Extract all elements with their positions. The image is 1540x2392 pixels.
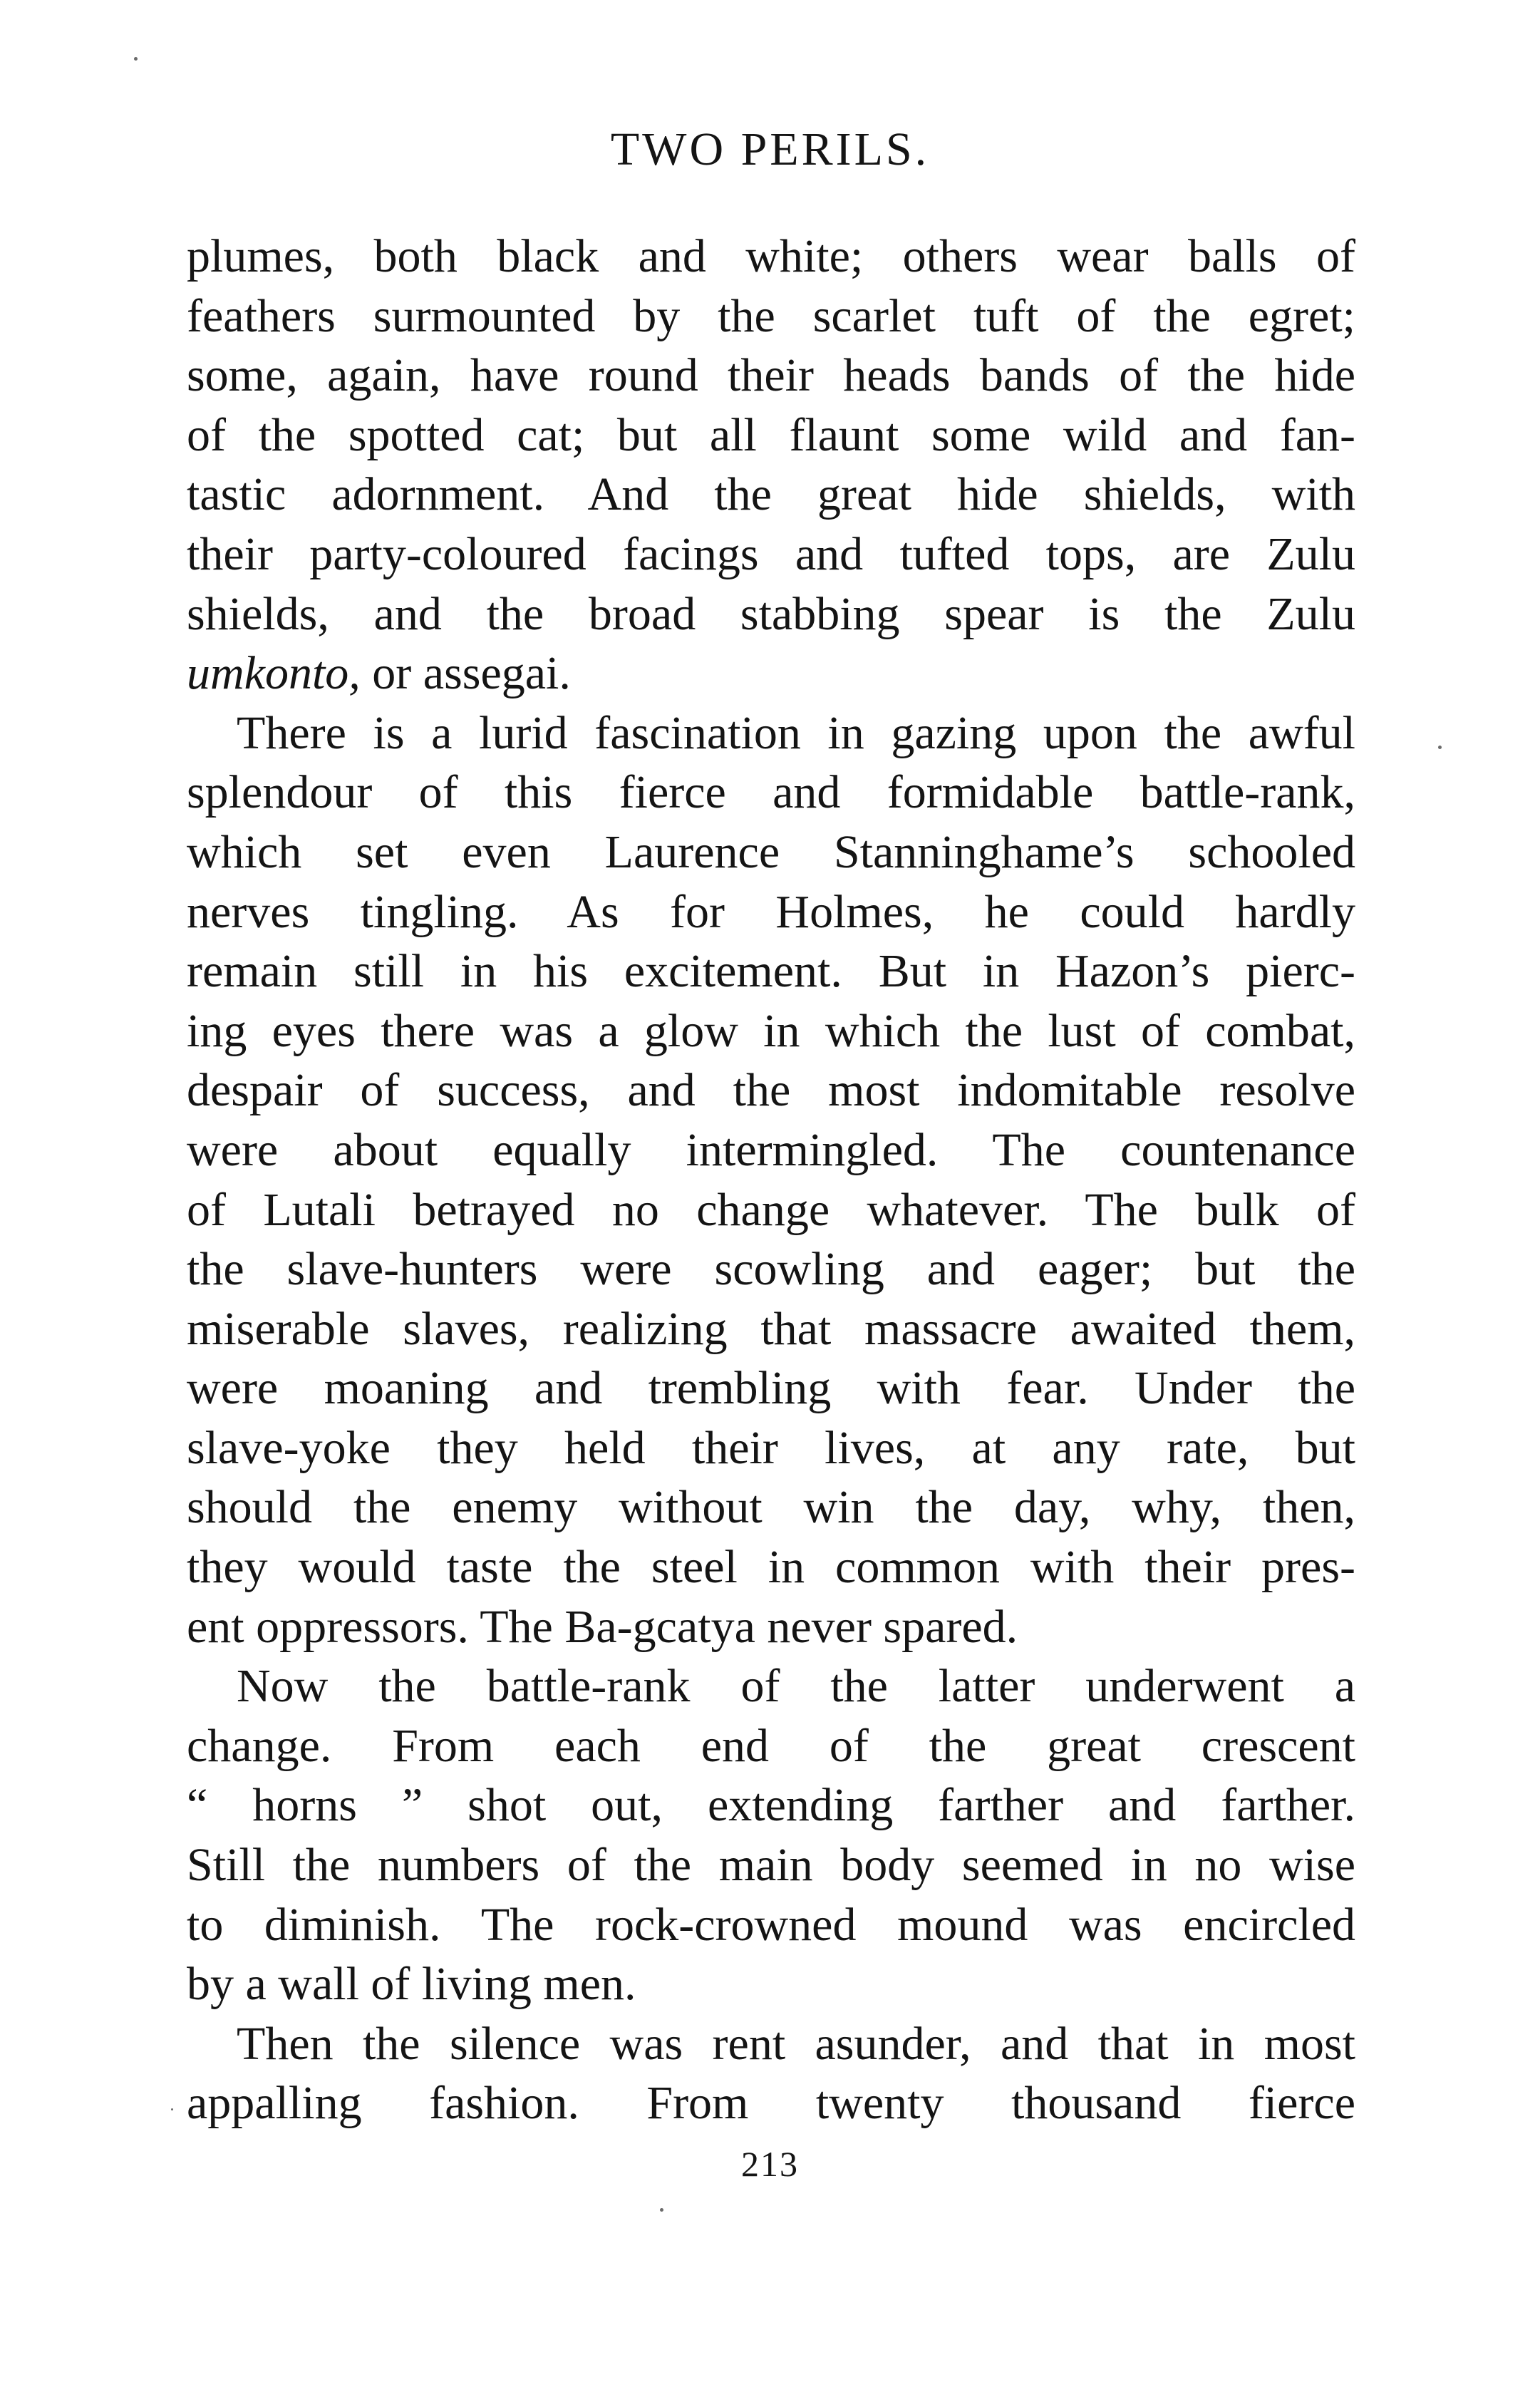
paper-speck [134,57,138,61]
text-line: by a wall of living men. [187,1958,636,2011]
text-line: feathers surmounted by the scarlet tuft of the egret; [187,289,1355,342]
page-number: 213 [741,2144,799,2184]
text-line: remain still in his excitement. But in Hazon’s pierc- [187,945,1355,998]
text-line: of Lutali betrayed no change whatever. The bulk of [187,1183,1355,1236]
text-line: were moaning and trembling with fear. Under the [187,1362,1355,1415]
italic-word: umkonto, [187,647,361,700]
text-line: plumes, both black and white; others wear balls of [187,230,1355,282]
text-line: which set even Laurence Stanninghame’s schooled [187,825,1355,878]
text-line: There is a lurid fascination in gazing upon the awful [237,706,1355,759]
text-line: the slave-hunters were scowling and eager; but the [187,1243,1355,1296]
text-line: change. From each end of the great crescent [187,1719,1355,1772]
text-line: tastic adornment. And the great hide shields, with [187,468,1355,521]
text-line: were about equally intermingled. The countenance [187,1123,1355,1176]
text-line [187,644,1355,703]
body-text [187,227,1355,2133]
text-line: “ horns ” shot out, extending farther and farther. [187,1779,1355,1832]
text-line: despair of success, and the most indomitable resolve [187,1064,1355,1117]
text-line: Still the numbers of the main body seemed in no wise [187,1839,1355,1892]
text-line: ent oppressors. The Ba-gcatya never spared. [187,1600,1018,1653]
text-line: nerves tingling. As for Holmes, he could hardly [187,885,1355,938]
text-line: splendour of this fierce and formidable battle-rank, [187,766,1355,819]
paper-speck [660,2208,663,2212]
text-line: Now the battle-rank of the latter underwent a [237,1660,1355,1713]
text-line: their party-coloured facings and tufted tops, are Zulu [187,527,1355,580]
line-rest: or assegai. [360,647,571,700]
text-line: they would taste the steel in common with their pres- [187,1541,1355,1594]
text-line: appalling fashion. From twenty thousand fierce [187,2077,1355,2130]
text-line: some, again, have round their heads bands of the hide [187,349,1355,402]
text-line: slave-yoke they held their lives, at any rate, but [187,1421,1355,1474]
running-title: TWO PERILS. [610,123,930,175]
text-line: should the enemy without win the day, why, then, [187,1481,1355,1534]
text-line: shields, and the broad stabbing spear is the Zulu [187,587,1355,640]
text-line: Then the silence was rent asunder, and that in most [237,2017,1355,2070]
text-line: to diminish. The rock-crowned mound was encircled [187,1898,1355,1951]
text-line: miserable slaves, realizing that massacre awaited them, [187,1302,1355,1355]
text-line: of the spotted cat; but all flaunt some wild and fan- [187,408,1355,461]
paper-speck [171,2108,173,2110]
paper-speck [1438,746,1442,749]
text-line: ing eyes there was a glow in which the lust of combat, [187,1004,1355,1057]
